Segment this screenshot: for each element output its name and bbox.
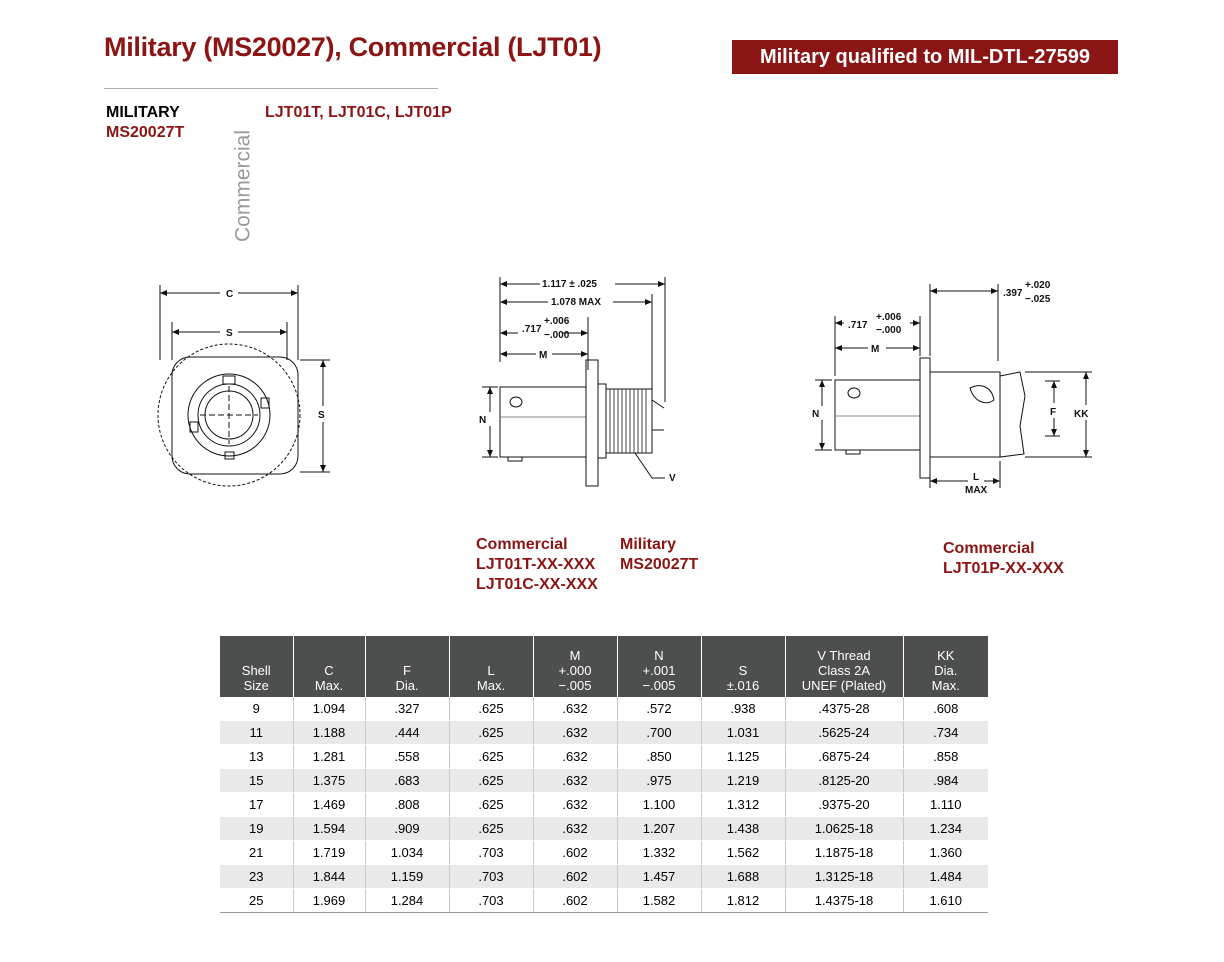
table-row bbox=[220, 817, 988, 841]
table-cell: 1.1875-18 bbox=[785, 841, 903, 865]
table-header-line: Class 2A bbox=[817, 663, 871, 678]
table-header-row bbox=[220, 636, 988, 697]
table-header-line: S bbox=[738, 663, 748, 678]
commercial-part-numbers: LJT01T, LJT01C, LJT01P bbox=[265, 104, 452, 121]
table-cell: 1.332 bbox=[617, 841, 701, 865]
dim-s-label: S bbox=[226, 328, 233, 339]
table-cell: 19 bbox=[220, 817, 293, 841]
table-header-line: Size bbox=[243, 678, 269, 693]
military-part-number: MS20027T bbox=[106, 124, 185, 141]
table-cell: .734 bbox=[903, 721, 988, 745]
table-cell: .558 bbox=[365, 745, 449, 769]
table-cell: .850 bbox=[617, 745, 701, 769]
table-header-line: Dia. bbox=[934, 663, 958, 678]
table-cell: 1.284 bbox=[365, 889, 449, 913]
table-header-line: V Thread bbox=[817, 648, 871, 663]
table-cell: 25 bbox=[220, 889, 293, 913]
caption-commercial-p bbox=[943, 539, 1064, 579]
caption-military-part: MS20027T bbox=[620, 556, 699, 573]
caption-commercial-t-part-2: LJT01C-XX-XXX bbox=[476, 576, 598, 593]
dim-c-label: C bbox=[226, 289, 234, 300]
table-cell: 1.3125-18 bbox=[785, 865, 903, 889]
table-cell: .703 bbox=[449, 889, 533, 913]
table-cell: .632 bbox=[533, 721, 617, 745]
dim-n-label-p: N bbox=[812, 409, 820, 420]
table-cell: .625 bbox=[449, 769, 533, 793]
table-header-line: F bbox=[403, 663, 411, 678]
qualification-badge: Military qualified to MIL-DTL-27599 bbox=[732, 40, 1118, 74]
caption-commercial-t-heading: Commercial bbox=[476, 536, 568, 553]
table-row bbox=[220, 769, 988, 793]
dim-m-value-p: .717 bbox=[848, 320, 868, 331]
table-cell: .602 bbox=[533, 865, 617, 889]
table-row bbox=[220, 793, 988, 817]
table-header-line: UNEF (Plated) bbox=[801, 678, 887, 693]
table-cell: 1.469 bbox=[293, 793, 365, 817]
table-cell: .625 bbox=[449, 793, 533, 817]
table-row bbox=[220, 697, 988, 721]
table-cell: .632 bbox=[533, 745, 617, 769]
table-header-line: N bbox=[654, 648, 664, 663]
table-header-line: −.005 bbox=[558, 678, 592, 693]
table-cell: .608 bbox=[903, 697, 988, 721]
table-cell: .632 bbox=[533, 697, 617, 721]
table-header-line: Max. bbox=[314, 678, 344, 693]
commercial-vertical-label bbox=[223, 130, 263, 255]
table-cell: 1.207 bbox=[617, 817, 701, 841]
table-cell: .984 bbox=[903, 769, 988, 793]
table-cell: .602 bbox=[533, 889, 617, 913]
table-cell: 1.969 bbox=[293, 889, 365, 913]
dim-s-side-label: S bbox=[318, 410, 325, 421]
table-cell: 13 bbox=[220, 745, 293, 769]
table-cell: .808 bbox=[365, 793, 449, 817]
table-cell: 1.562 bbox=[701, 841, 785, 865]
table-cell: 15 bbox=[220, 769, 293, 793]
table-header-cell bbox=[293, 636, 365, 697]
table-cell: .8125-20 bbox=[785, 769, 903, 793]
commercial-vertical-text: Commercial bbox=[231, 130, 255, 243]
table-cell: .6875-24 bbox=[785, 745, 903, 769]
table-cell: 1.719 bbox=[293, 841, 365, 865]
table-cell: 1.110 bbox=[903, 793, 988, 817]
table-header-line: Dia. bbox=[395, 678, 419, 693]
table-header-cell bbox=[903, 636, 988, 697]
table-cell: .632 bbox=[533, 793, 617, 817]
table-cell: 1.159 bbox=[365, 865, 449, 889]
dim-f-label: F bbox=[1050, 407, 1057, 418]
table-header-cell bbox=[785, 636, 903, 697]
table-header-cell bbox=[617, 636, 701, 697]
table-cell: 1.594 bbox=[293, 817, 365, 841]
table-cell: .700 bbox=[617, 721, 701, 745]
table-cell: .703 bbox=[449, 841, 533, 865]
dim-max-label: 1.078 MAX bbox=[551, 297, 602, 308]
dim-v-label: V bbox=[669, 473, 676, 484]
table-cell: .4375-28 bbox=[785, 697, 903, 721]
dim-l-label: L bbox=[973, 472, 980, 483]
table-cell: 1.100 bbox=[617, 793, 701, 817]
dimensions-table bbox=[220, 636, 988, 913]
table-row bbox=[220, 889, 988, 913]
front-view-drawing bbox=[150, 280, 350, 500]
table-header-line: M bbox=[569, 648, 581, 663]
side-view-t-drawing bbox=[470, 272, 700, 492]
dim-top-value: .397 bbox=[1003, 288, 1023, 299]
table-header-line: KK bbox=[937, 648, 955, 663]
tol-plus-p: +.006 bbox=[876, 312, 902, 323]
table-cell: .909 bbox=[365, 817, 449, 841]
table-row bbox=[220, 841, 988, 865]
table-row bbox=[220, 865, 988, 889]
caption-commercial-p-heading: Commercial bbox=[943, 540, 1035, 557]
table-cell: 1.094 bbox=[293, 697, 365, 721]
table-cell: 1.4375-18 bbox=[785, 889, 903, 913]
table-row bbox=[220, 721, 988, 745]
dim-n-label: N bbox=[479, 415, 487, 426]
table-header-line: C bbox=[324, 663, 334, 678]
table-cell: .327 bbox=[365, 697, 449, 721]
table-cell: .625 bbox=[449, 697, 533, 721]
table-cell: 1.610 bbox=[903, 889, 988, 913]
table-cell: 1.812 bbox=[701, 889, 785, 913]
table-cell: 1.0625-18 bbox=[785, 817, 903, 841]
caption-commercial-t bbox=[476, 535, 598, 595]
table-cell: 1.457 bbox=[617, 865, 701, 889]
table-cell: .444 bbox=[365, 721, 449, 745]
table-cell: .632 bbox=[533, 769, 617, 793]
table-header-line: −.005 bbox=[642, 678, 676, 693]
dim-m-label-p: M bbox=[871, 344, 880, 355]
table-cell: .9375-20 bbox=[785, 793, 903, 817]
dim-kk-label: KK bbox=[1074, 409, 1089, 420]
table-header-line: ±.016 bbox=[726, 678, 760, 693]
dim-m-label: M bbox=[539, 350, 548, 361]
caption-military bbox=[620, 535, 698, 575]
caption-commercial-p-part: LJT01P-XX-XXX bbox=[943, 560, 1064, 577]
tol-plus: +.006 bbox=[544, 316, 570, 327]
table-header-line: +.001 bbox=[642, 663, 676, 678]
table-header-cell bbox=[701, 636, 785, 697]
tol-top-plus: +.020 bbox=[1025, 280, 1051, 291]
side-view-p-drawing bbox=[810, 276, 1100, 501]
table-cell: 17 bbox=[220, 793, 293, 817]
dim-m-value: .717 bbox=[522, 324, 542, 335]
table-cell: 1.312 bbox=[701, 793, 785, 817]
table-cell: 9 bbox=[220, 697, 293, 721]
table-row bbox=[220, 745, 988, 769]
table-cell: .858 bbox=[903, 745, 988, 769]
table-header-line: Max. bbox=[476, 678, 506, 693]
table-cell: 1.034 bbox=[365, 841, 449, 865]
table-body bbox=[220, 697, 988, 913]
table-header-line: Shell bbox=[241, 663, 271, 678]
table-cell: 1.281 bbox=[293, 745, 365, 769]
caption-military-heading: Military bbox=[620, 536, 677, 553]
table-cell: 11 bbox=[220, 721, 293, 745]
table-cell: 1.234 bbox=[903, 817, 988, 841]
table-cell: .975 bbox=[617, 769, 701, 793]
table-header-cell bbox=[533, 636, 617, 697]
table-cell: .602 bbox=[533, 841, 617, 865]
table-cell: .625 bbox=[449, 721, 533, 745]
table-cell: .632 bbox=[533, 817, 617, 841]
table-cell: 1.188 bbox=[293, 721, 365, 745]
table-header-line: L bbox=[487, 663, 495, 678]
table-cell: 1.031 bbox=[701, 721, 785, 745]
military-heading: MILITARY bbox=[106, 104, 180, 121]
table-cell: 1.360 bbox=[903, 841, 988, 865]
table-header-line: +.000 bbox=[558, 663, 592, 678]
table-header-cell bbox=[449, 636, 533, 697]
tol-minus: −.000 bbox=[544, 330, 570, 341]
table-cell: 1.125 bbox=[701, 745, 785, 769]
table-cell: .938 bbox=[701, 697, 785, 721]
table-header-cell bbox=[365, 636, 449, 697]
table-cell: 1.582 bbox=[617, 889, 701, 913]
tol-minus-p: −.000 bbox=[876, 325, 902, 336]
table-header-line: Max. bbox=[931, 678, 960, 693]
table-cell: .572 bbox=[617, 697, 701, 721]
table-cell: 1.688 bbox=[701, 865, 785, 889]
table-cell: 1.375 bbox=[293, 769, 365, 793]
table-cell: .625 bbox=[449, 745, 533, 769]
table-cell: 1.844 bbox=[293, 865, 365, 889]
table-cell: .625 bbox=[449, 817, 533, 841]
table-cell: 1.484 bbox=[903, 865, 988, 889]
tol-top-minus: −.025 bbox=[1025, 294, 1051, 305]
dim-l-max-label: MAX bbox=[965, 485, 988, 496]
table-cell: .683 bbox=[365, 769, 449, 793]
table-cell: 1.219 bbox=[701, 769, 785, 793]
title-divider bbox=[104, 88, 438, 89]
dim-overall-label: 1.117 ± .025 bbox=[542, 279, 597, 290]
page-title: Military (MS20027), Commercial (LJT01) bbox=[104, 32, 602, 62]
caption-commercial-t-part-1: LJT01T-XX-XXX bbox=[476, 556, 596, 573]
table-cell: 21 bbox=[220, 841, 293, 865]
table-cell: .5625-24 bbox=[785, 721, 903, 745]
table-cell: 23 bbox=[220, 865, 293, 889]
table-cell: 1.438 bbox=[701, 817, 785, 841]
table-cell: .703 bbox=[449, 865, 533, 889]
table-header-cell bbox=[220, 636, 293, 697]
